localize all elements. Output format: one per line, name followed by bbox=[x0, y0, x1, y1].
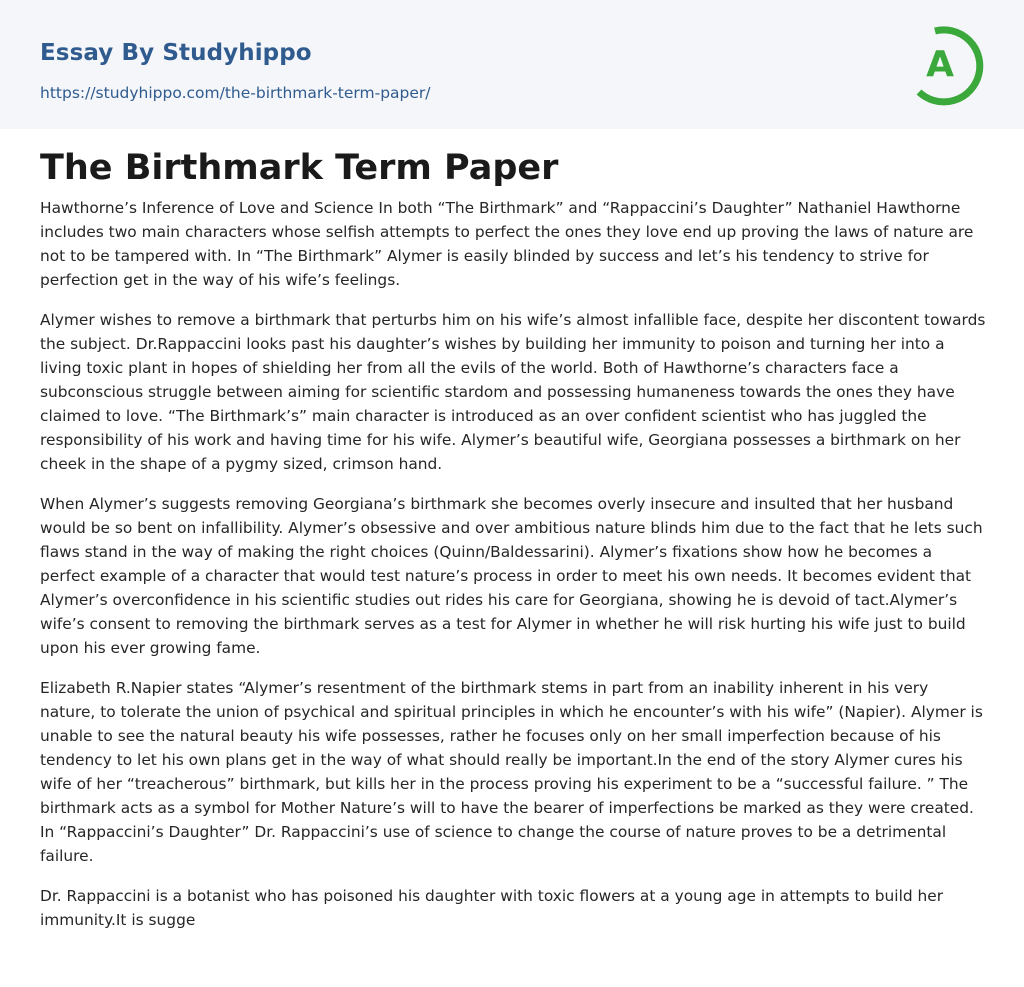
site-header bbox=[0, 0, 1024, 129]
brand-title[interactable]: Essay By Studyhippo bbox=[40, 40, 312, 66]
essay-content bbox=[40, 148, 986, 948]
studyhippo-logo-icon[interactable] bbox=[908, 18, 988, 106]
essay-paragraph: Elizabeth R.Napier states “Alymer’s resentment of the birthmark stems in part from an inability inherent in his very nature, to tolerate the union of psychical and spiritual principles in which he encounter’s with his wife” (Napier). Alymer is unable to see the natural beauty his wife possesses, rather he focuses only on her small imperfection because of his tendency to let his own plans get in the way of what should really be important.In the end of the story Alymer cures his wife of her “treacherous” birthmark, but kills her in the process proving his experiment to be a “successful failure. ” The birthmark acts as a symbol for Mother Nature’s will to have the bearer of imperfections be marked as they were created. In “Rappaccini’s Daughter” Dr. Rappaccini’s use of science to change the course of nature proves to be a detrimental failure. bbox=[40, 679, 983, 865]
logo-letter: A bbox=[926, 44, 954, 85]
essay-paragraph: When Alymer’s suggests removing Georgiana’s birthmark she becomes overly insecure and insulted that her husband would be so bent on infallibility. Alymer’s obsessive and over ambitious nature blinds him due to the fact that he lets such flaws stand in the way of making the right choices (Quinn/Baldessarini). Alymer’s fixations show how he becomes a perfect example of a character that would test nature’s process in order to meet his own needs. It becomes evident that Alymer’s overconfidence in his scientific studies out rides his care for Georgiana, showing he is devoid of tact.Alymer’s wife’s consent to removing the birthmark serves as a test for Alymer in whether he will risk hurting his wife just to build upon his ever growing fame. bbox=[40, 495, 983, 657]
page-title: The Birthmark Term Paper bbox=[40, 148, 559, 188]
essay-paragraph: Dr. Rappaccini is a botanist who has poisoned his daughter with toxic flowers at a young age in attempts to build her immunity.It is sugge bbox=[40, 887, 944, 929]
essay-url-link[interactable]: https://studyhippo.com/the-birthmark-term-paper/ bbox=[40, 84, 431, 102]
essay-paragraph: Hawthorne’s Inference of Love and Science In both “The Birthmark” and “Rappaccini’s Daughter” Nathaniel Hawthorne includes two main characters whose selfish attempts to perfect the ones they love end up proving the laws of nature are not to be tampered with. In “The Birthmark” Alymer is easily blinded by success and let’s his tendency to strive for perfection get in the way of his wife’s feelings. bbox=[40, 199, 974, 289]
essay-paragraph: Alymer wishes to remove a birthmark that perturbs him on his wife’s almost infallible face, despite her discontent towards the subject. Dr.Rappaccini looks past his daughter’s wishes by building her immunity to poison and turning her into a living toxic plant in hopes of shielding her from all the evils of the world. Both of Hawthorne’s characters face a subconscious struggle between aiming for scientific stardom and possessing humaneness towards the ones they have claimed to love. “The Birthmark’s” main character is introduced as an over confident scientist who has juggled the responsibility of his work and having time for his wife. Alymer’s beautiful wife, Georgiana possesses a birthmark on her cheek in the shape of a pygmy sized, crimson hand. bbox=[40, 311, 986, 473]
